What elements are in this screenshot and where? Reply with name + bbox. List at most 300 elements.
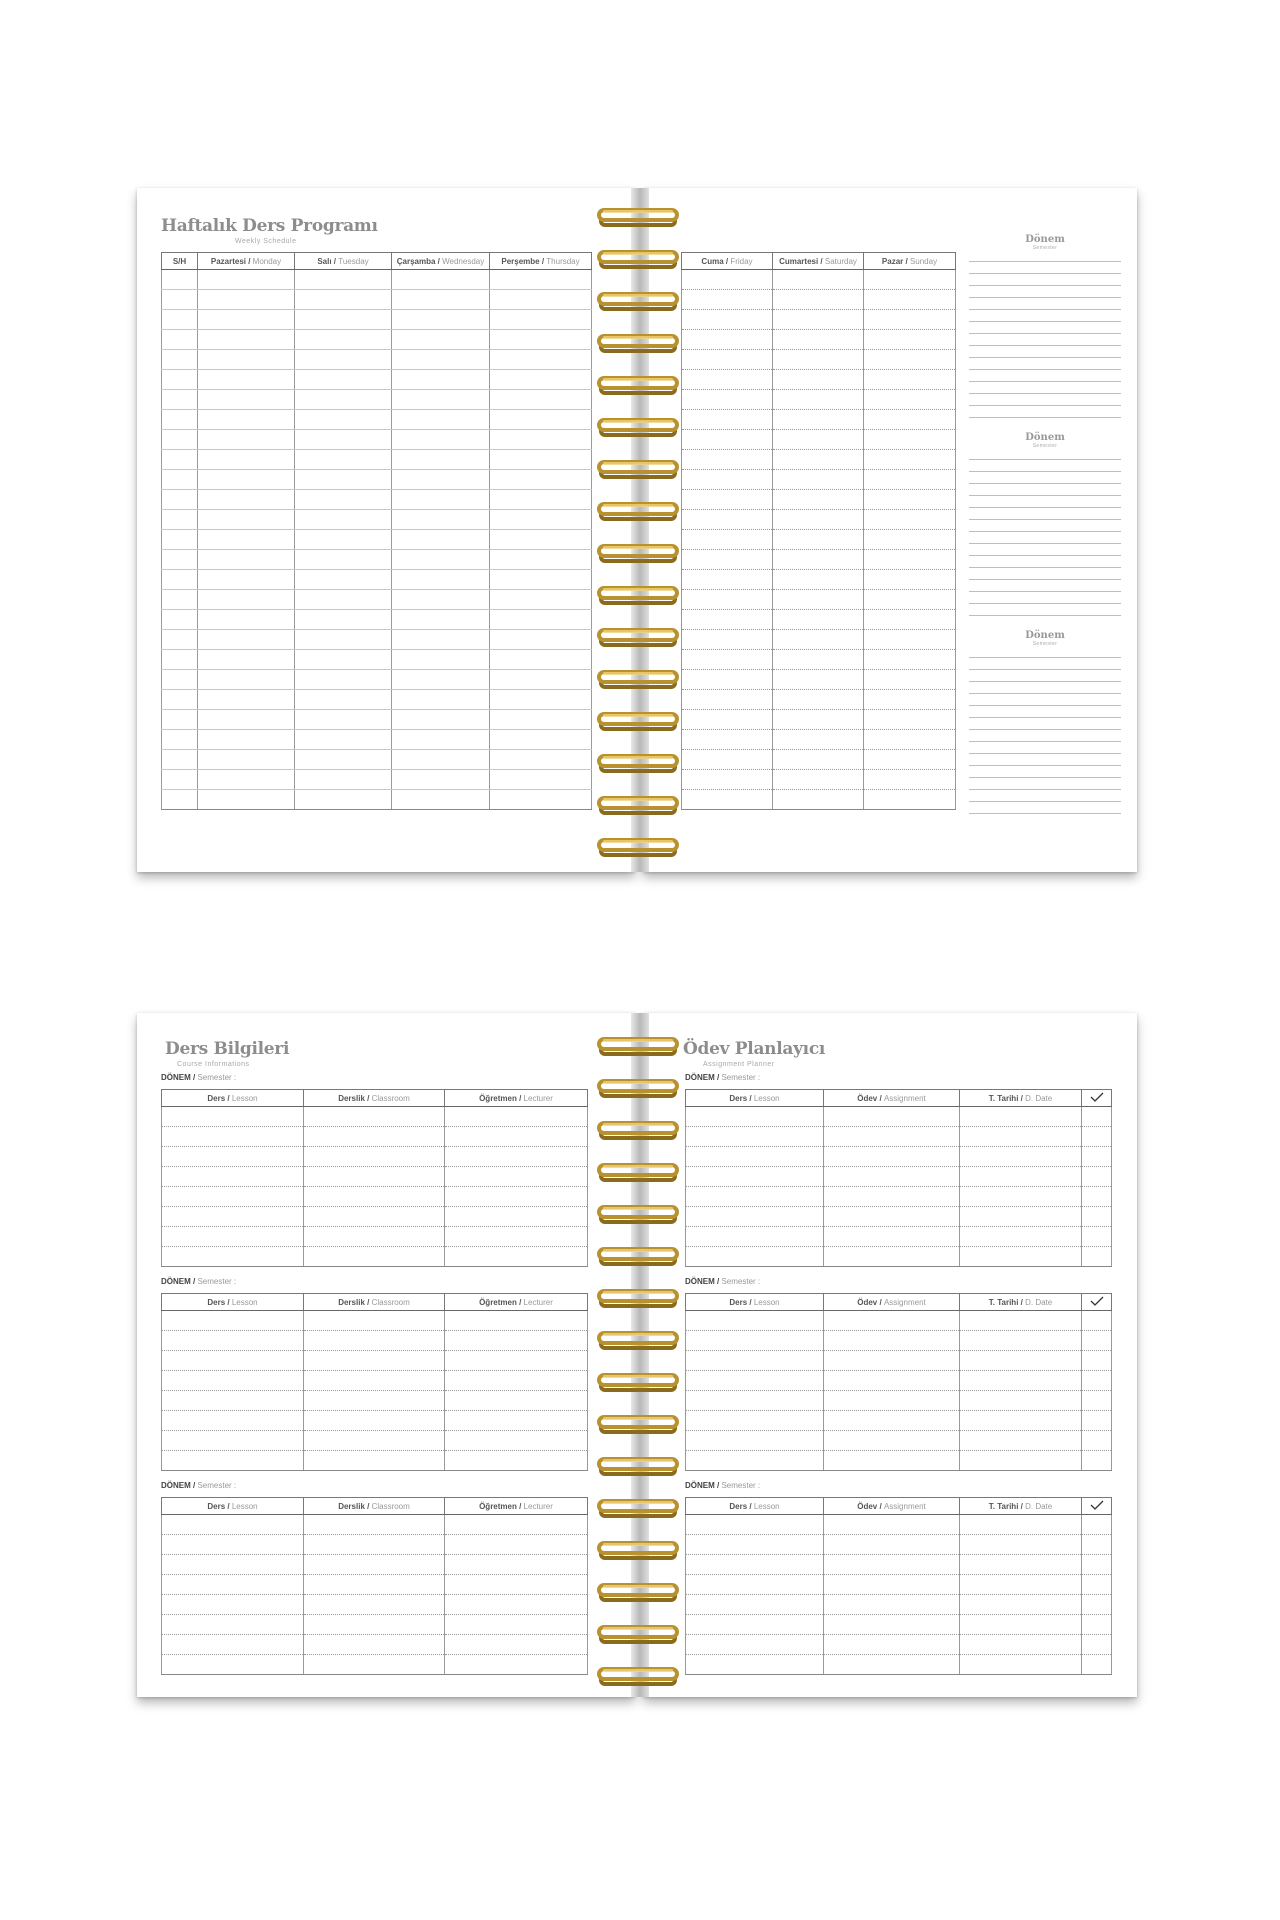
table-cell[interactable] xyxy=(198,630,295,650)
table-cell[interactable] xyxy=(686,1107,824,1127)
table-cell[interactable] xyxy=(824,1107,960,1127)
table-cell[interactable] xyxy=(864,790,956,810)
table-cell[interactable] xyxy=(162,410,198,430)
table-cell[interactable] xyxy=(162,670,198,690)
table-cell[interactable] xyxy=(824,1655,960,1675)
note-line[interactable] xyxy=(969,274,1121,286)
table-cell[interactable] xyxy=(490,750,592,770)
table-cell[interactable] xyxy=(960,1431,1082,1451)
table-cell[interactable] xyxy=(162,650,198,670)
table-cell[interactable] xyxy=(864,510,956,530)
table-cell[interactable] xyxy=(490,330,592,350)
table-cell[interactable] xyxy=(162,1351,304,1371)
table-cell[interactable] xyxy=(824,1515,960,1535)
table-cell[interactable] xyxy=(824,1227,960,1247)
table-cell[interactable] xyxy=(960,1207,1082,1227)
table-cell[interactable] xyxy=(162,1555,304,1575)
table-cell[interactable] xyxy=(1082,1615,1112,1635)
table-cell[interactable] xyxy=(162,630,198,650)
table-cell[interactable] xyxy=(162,370,198,390)
table-cell[interactable] xyxy=(198,750,295,770)
table-cell[interactable] xyxy=(864,410,956,430)
table-cell[interactable] xyxy=(960,1147,1082,1167)
table-cell[interactable] xyxy=(682,470,773,490)
table-cell[interactable] xyxy=(295,490,392,510)
table-cell[interactable] xyxy=(162,1107,304,1127)
table-cell[interactable] xyxy=(295,630,392,650)
table-cell[interactable] xyxy=(198,610,295,630)
table-cell[interactable] xyxy=(198,650,295,670)
table-cell[interactable] xyxy=(162,1207,304,1227)
table-cell[interactable] xyxy=(960,1227,1082,1247)
table-cell[interactable] xyxy=(162,750,198,770)
table-cell[interactable] xyxy=(304,1535,445,1555)
table-cell[interactable] xyxy=(304,1655,445,1675)
note-line[interactable] xyxy=(969,448,1121,460)
table-cell[interactable] xyxy=(304,1391,445,1411)
table-cell[interactable] xyxy=(445,1351,588,1371)
table-cell[interactable] xyxy=(295,410,392,430)
table-cell[interactable] xyxy=(960,1167,1082,1187)
table-cell[interactable] xyxy=(960,1655,1082,1675)
table-cell[interactable] xyxy=(304,1635,445,1655)
table-cell[interactable] xyxy=(824,1391,960,1411)
table-cell[interactable] xyxy=(773,650,864,670)
table-cell[interactable] xyxy=(864,610,956,630)
table-cell[interactable] xyxy=(162,1655,304,1675)
table-cell[interactable] xyxy=(1082,1391,1112,1411)
table-cell[interactable] xyxy=(490,370,592,390)
table-cell[interactable] xyxy=(304,1331,445,1351)
note-line[interactable] xyxy=(969,742,1121,754)
table-cell[interactable] xyxy=(445,1107,588,1127)
table-cell[interactable] xyxy=(392,350,490,370)
table-cell[interactable] xyxy=(162,1311,304,1331)
table-cell[interactable] xyxy=(304,1555,445,1575)
table-cell[interactable] xyxy=(773,790,864,810)
table-cell[interactable] xyxy=(198,350,295,370)
table-cell[interactable] xyxy=(490,410,592,430)
table-cell[interactable] xyxy=(960,1555,1082,1575)
table-cell[interactable] xyxy=(392,770,490,790)
table-cell[interactable] xyxy=(445,1575,588,1595)
table-cell[interactable] xyxy=(686,1615,824,1635)
table-cell[interactable] xyxy=(824,1451,960,1471)
table-cell[interactable] xyxy=(392,670,490,690)
table-cell[interactable] xyxy=(392,330,490,350)
table-cell[interactable] xyxy=(864,430,956,450)
table-cell[interactable] xyxy=(295,510,392,530)
table-cell[interactable] xyxy=(198,710,295,730)
table-cell[interactable] xyxy=(392,450,490,470)
table-cell[interactable] xyxy=(960,1635,1082,1655)
table-cell[interactable] xyxy=(686,1167,824,1187)
table-cell[interactable] xyxy=(960,1127,1082,1147)
table-cell[interactable] xyxy=(162,1247,304,1267)
table-cell[interactable] xyxy=(824,1595,960,1615)
table-cell[interactable] xyxy=(864,330,956,350)
table-cell[interactable] xyxy=(686,1227,824,1247)
table-cell[interactable] xyxy=(864,750,956,770)
table-cell[interactable] xyxy=(198,770,295,790)
table-cell[interactable] xyxy=(304,1575,445,1595)
table-cell[interactable] xyxy=(295,590,392,610)
table-cell[interactable] xyxy=(773,290,864,310)
table-cell[interactable] xyxy=(304,1451,445,1471)
table-cell[interactable] xyxy=(162,1575,304,1595)
table-cell[interactable] xyxy=(864,550,956,570)
table-cell[interactable] xyxy=(295,690,392,710)
table-cell[interactable] xyxy=(295,470,392,490)
table-cell[interactable] xyxy=(162,270,198,290)
table-cell[interactable] xyxy=(773,710,864,730)
table-cell[interactable] xyxy=(686,1371,824,1391)
table-cell[interactable] xyxy=(1082,1575,1112,1595)
table-cell[interactable] xyxy=(1082,1535,1112,1555)
table-cell[interactable] xyxy=(304,1127,445,1147)
table-cell[interactable] xyxy=(162,570,198,590)
table-cell[interactable] xyxy=(686,1311,824,1331)
table-cell[interactable] xyxy=(490,350,592,370)
note-line[interactable] xyxy=(969,718,1121,730)
table-cell[interactable] xyxy=(445,1451,588,1471)
table-cell[interactable] xyxy=(304,1615,445,1635)
table-cell[interactable] xyxy=(490,710,592,730)
table-cell[interactable] xyxy=(824,1371,960,1391)
table-cell[interactable] xyxy=(392,390,490,410)
table-cell[interactable] xyxy=(960,1247,1082,1267)
table-cell[interactable] xyxy=(682,550,773,570)
table-cell[interactable] xyxy=(773,510,864,530)
table-cell[interactable] xyxy=(162,730,198,750)
table-cell[interactable] xyxy=(392,510,490,530)
table-cell[interactable] xyxy=(198,370,295,390)
table-cell[interactable] xyxy=(198,530,295,550)
table-cell[interactable] xyxy=(490,270,592,290)
table-cell[interactable] xyxy=(445,1391,588,1411)
table-cell[interactable] xyxy=(864,390,956,410)
note-line[interactable] xyxy=(969,766,1121,778)
table-cell[interactable] xyxy=(1082,1227,1112,1247)
table-cell[interactable] xyxy=(682,690,773,710)
table-cell[interactable] xyxy=(304,1311,445,1331)
note-line[interactable] xyxy=(969,754,1121,766)
table-cell[interactable] xyxy=(1082,1431,1112,1451)
table-cell[interactable] xyxy=(198,470,295,490)
table-cell[interactable] xyxy=(304,1411,445,1431)
table-cell[interactable] xyxy=(773,410,864,430)
table-cell[interactable] xyxy=(682,310,773,330)
table-cell[interactable] xyxy=(304,1595,445,1615)
table-cell[interactable] xyxy=(304,1431,445,1451)
table-cell[interactable] xyxy=(490,650,592,670)
table-cell[interactable] xyxy=(686,1391,824,1411)
table-cell[interactable] xyxy=(864,630,956,650)
table-cell[interactable] xyxy=(686,1127,824,1147)
table-cell[interactable] xyxy=(445,1655,588,1675)
table-cell[interactable] xyxy=(304,1247,445,1267)
table-cell[interactable] xyxy=(445,1207,588,1227)
note-line[interactable] xyxy=(969,604,1121,616)
table-cell[interactable] xyxy=(445,1247,588,1267)
table-cell[interactable] xyxy=(686,1147,824,1167)
note-line[interactable] xyxy=(969,646,1121,658)
table-cell[interactable] xyxy=(392,590,490,610)
table-cell[interactable] xyxy=(295,730,392,750)
table-cell[interactable] xyxy=(392,410,490,430)
table-cell[interactable] xyxy=(1082,1371,1112,1391)
table-cell[interactable] xyxy=(773,330,864,350)
table-cell[interactable] xyxy=(392,290,490,310)
table-cell[interactable] xyxy=(162,1431,304,1451)
table-cell[interactable] xyxy=(960,1331,1082,1351)
table-cell[interactable] xyxy=(490,430,592,450)
table-cell[interactable] xyxy=(1082,1655,1112,1675)
table-cell[interactable] xyxy=(960,1515,1082,1535)
table-cell[interactable] xyxy=(773,630,864,650)
note-line[interactable] xyxy=(969,790,1121,802)
table-cell[interactable] xyxy=(682,510,773,530)
note-line[interactable] xyxy=(969,658,1121,670)
table-cell[interactable] xyxy=(162,490,198,510)
table-cell[interactable] xyxy=(864,730,956,750)
table-cell[interactable] xyxy=(162,1167,304,1187)
table-cell[interactable] xyxy=(392,710,490,730)
table-cell[interactable] xyxy=(162,350,198,370)
table-cell[interactable] xyxy=(162,1595,304,1615)
table-cell[interactable] xyxy=(773,590,864,610)
table-cell[interactable] xyxy=(682,370,773,390)
table-cell[interactable] xyxy=(392,530,490,550)
note-line[interactable] xyxy=(969,580,1121,592)
table-cell[interactable] xyxy=(490,630,592,650)
table-cell[interactable] xyxy=(773,390,864,410)
table-cell[interactable] xyxy=(824,1575,960,1595)
table-cell[interactable] xyxy=(445,1615,588,1635)
table-cell[interactable] xyxy=(864,450,956,470)
table-cell[interactable] xyxy=(773,430,864,450)
table-cell[interactable] xyxy=(295,770,392,790)
table-cell[interactable] xyxy=(1082,1207,1112,1227)
table-cell[interactable] xyxy=(686,1351,824,1371)
table-cell[interactable] xyxy=(295,290,392,310)
table-cell[interactable] xyxy=(490,610,592,630)
table-cell[interactable] xyxy=(295,450,392,470)
table-cell[interactable] xyxy=(1082,1331,1112,1351)
table-cell[interactable] xyxy=(162,450,198,470)
table-cell[interactable] xyxy=(295,310,392,330)
table-cell[interactable] xyxy=(162,310,198,330)
table-cell[interactable] xyxy=(162,1227,304,1247)
table-cell[interactable] xyxy=(824,1431,960,1451)
table-cell[interactable] xyxy=(864,670,956,690)
table-cell[interactable] xyxy=(295,790,392,810)
table-cell[interactable] xyxy=(392,310,490,330)
table-cell[interactable] xyxy=(773,610,864,630)
table-cell[interactable] xyxy=(198,330,295,350)
table-cell[interactable] xyxy=(490,550,592,570)
table-cell[interactable] xyxy=(682,410,773,430)
table-cell[interactable] xyxy=(824,1187,960,1207)
table-cell[interactable] xyxy=(295,350,392,370)
table-cell[interactable] xyxy=(960,1311,1082,1331)
table-cell[interactable] xyxy=(824,1635,960,1655)
table-cell[interactable] xyxy=(198,270,295,290)
table-cell[interactable] xyxy=(686,1331,824,1351)
table-cell[interactable] xyxy=(445,1431,588,1451)
table-cell[interactable] xyxy=(773,670,864,690)
table-cell[interactable] xyxy=(304,1107,445,1127)
table-cell[interactable] xyxy=(392,550,490,570)
table-cell[interactable] xyxy=(682,530,773,550)
table-cell[interactable] xyxy=(1082,1187,1112,1207)
table-cell[interactable] xyxy=(682,350,773,370)
table-cell[interactable] xyxy=(1082,1411,1112,1431)
table-cell[interactable] xyxy=(824,1247,960,1267)
table-cell[interactable] xyxy=(960,1187,1082,1207)
table-cell[interactable] xyxy=(960,1107,1082,1127)
note-line[interactable] xyxy=(969,730,1121,742)
table-cell[interactable] xyxy=(824,1167,960,1187)
table-cell[interactable] xyxy=(490,530,592,550)
note-line[interactable] xyxy=(969,592,1121,604)
table-cell[interactable] xyxy=(682,770,773,790)
note-line[interactable] xyxy=(969,544,1121,556)
table-cell[interactable] xyxy=(445,1187,588,1207)
table-cell[interactable] xyxy=(445,1311,588,1331)
table-cell[interactable] xyxy=(490,670,592,690)
table-cell[interactable] xyxy=(162,1635,304,1655)
table-cell[interactable] xyxy=(198,550,295,570)
table-cell[interactable] xyxy=(824,1535,960,1555)
note-line[interactable] xyxy=(969,370,1121,382)
table-cell[interactable] xyxy=(960,1615,1082,1635)
table-cell[interactable] xyxy=(682,430,773,450)
note-line[interactable] xyxy=(969,394,1121,406)
table-cell[interactable] xyxy=(198,310,295,330)
table-cell[interactable] xyxy=(162,1451,304,1471)
table-cell[interactable] xyxy=(162,610,198,630)
table-cell[interactable] xyxy=(198,510,295,530)
table-cell[interactable] xyxy=(198,410,295,430)
note-line[interactable] xyxy=(969,802,1121,814)
table-cell[interactable] xyxy=(162,710,198,730)
table-cell[interactable] xyxy=(686,1655,824,1675)
table-cell[interactable] xyxy=(198,390,295,410)
note-line[interactable] xyxy=(969,670,1121,682)
table-cell[interactable] xyxy=(490,790,592,810)
table-cell[interactable] xyxy=(490,310,592,330)
table-cell[interactable] xyxy=(960,1535,1082,1555)
table-cell[interactable] xyxy=(162,790,198,810)
table-cell[interactable] xyxy=(445,1147,588,1167)
table-cell[interactable] xyxy=(773,730,864,750)
table-cell[interactable] xyxy=(1082,1515,1112,1535)
table-cell[interactable] xyxy=(864,370,956,390)
table-cell[interactable] xyxy=(304,1207,445,1227)
table-cell[interactable] xyxy=(1082,1147,1112,1167)
table-cell[interactable] xyxy=(686,1451,824,1471)
table-cell[interactable] xyxy=(295,390,392,410)
table-cell[interactable] xyxy=(824,1331,960,1351)
table-cell[interactable] xyxy=(162,430,198,450)
table-cell[interactable] xyxy=(864,650,956,670)
table-cell[interactable] xyxy=(162,1127,304,1147)
table-cell[interactable] xyxy=(960,1575,1082,1595)
table-cell[interactable] xyxy=(682,710,773,730)
table-cell[interactable] xyxy=(295,710,392,730)
table-cell[interactable] xyxy=(1082,1247,1112,1267)
note-line[interactable] xyxy=(969,568,1121,580)
table-cell[interactable] xyxy=(392,730,490,750)
table-cell[interactable] xyxy=(864,770,956,790)
table-cell[interactable] xyxy=(960,1595,1082,1615)
note-line[interactable] xyxy=(969,310,1121,322)
table-cell[interactable] xyxy=(824,1311,960,1331)
note-line[interactable] xyxy=(969,322,1121,334)
table-cell[interactable] xyxy=(682,390,773,410)
table-cell[interactable] xyxy=(686,1411,824,1431)
table-cell[interactable] xyxy=(162,510,198,530)
table-cell[interactable] xyxy=(1082,1635,1112,1655)
note-line[interactable] xyxy=(969,460,1121,472)
table-cell[interactable] xyxy=(295,610,392,630)
table-cell[interactable] xyxy=(960,1451,1082,1471)
table-cell[interactable] xyxy=(304,1167,445,1187)
table-cell[interactable] xyxy=(445,1127,588,1147)
table-cell[interactable] xyxy=(304,1227,445,1247)
table-cell[interactable] xyxy=(773,570,864,590)
table-cell[interactable] xyxy=(162,1411,304,1431)
table-cell[interactable] xyxy=(686,1535,824,1555)
note-line[interactable] xyxy=(969,682,1121,694)
table-cell[interactable] xyxy=(295,750,392,770)
table-cell[interactable] xyxy=(198,490,295,510)
table-cell[interactable] xyxy=(162,1391,304,1411)
table-cell[interactable] xyxy=(682,590,773,610)
note-line[interactable] xyxy=(969,262,1121,274)
table-cell[interactable] xyxy=(392,370,490,390)
table-cell[interactable] xyxy=(162,330,198,350)
table-cell[interactable] xyxy=(864,270,956,290)
table-cell[interactable] xyxy=(490,590,592,610)
table-cell[interactable] xyxy=(392,630,490,650)
table-cell[interactable] xyxy=(490,470,592,490)
note-line[interactable] xyxy=(969,334,1121,346)
table-cell[interactable] xyxy=(864,530,956,550)
table-cell[interactable] xyxy=(445,1411,588,1431)
note-line[interactable] xyxy=(969,472,1121,484)
table-cell[interactable] xyxy=(295,670,392,690)
note-line[interactable] xyxy=(969,556,1121,568)
table-cell[interactable] xyxy=(686,1247,824,1267)
table-cell[interactable] xyxy=(682,630,773,650)
table-cell[interactable] xyxy=(864,570,956,590)
table-cell[interactable] xyxy=(295,270,392,290)
table-cell[interactable] xyxy=(304,1371,445,1391)
note-line[interactable] xyxy=(969,406,1121,418)
table-cell[interactable] xyxy=(304,1351,445,1371)
table-cell[interactable] xyxy=(392,430,490,450)
table-cell[interactable] xyxy=(824,1411,960,1431)
table-cell[interactable] xyxy=(198,570,295,590)
table-cell[interactable] xyxy=(162,1147,304,1167)
table-cell[interactable] xyxy=(490,490,592,510)
table-cell[interactable] xyxy=(162,550,198,570)
table-cell[interactable] xyxy=(198,450,295,470)
table-cell[interactable] xyxy=(392,470,490,490)
table-cell[interactable] xyxy=(773,310,864,330)
